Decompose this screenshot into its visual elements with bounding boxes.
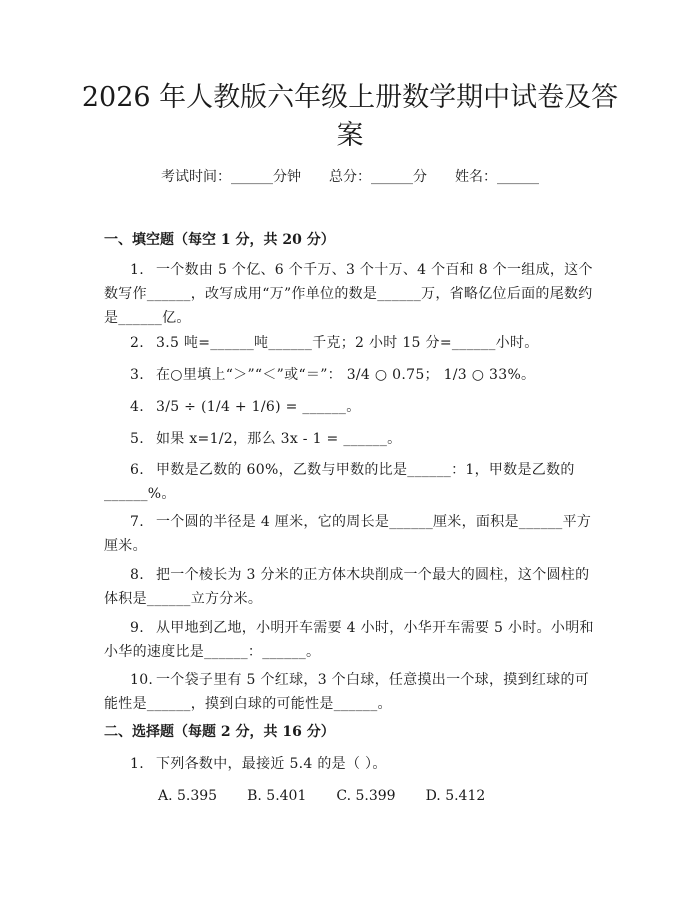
option-b: B. 5.401 [247,788,307,804]
question-number: 1. [130,756,144,772]
page-title-line-1: 2026 年人教版六年级上册数学期中试卷及答 [81,82,619,113]
question-number: 10. [130,672,154,688]
question-number: 8. [130,567,144,583]
question-item [104,363,600,387]
question-number: 4. [130,399,144,415]
question-item [104,395,600,419]
exam-info-row [0,166,700,188]
total-score-field: 总分：______分 [329,169,427,185]
question-item [104,616,600,664]
option-d: D. 5.412 [425,788,486,804]
question-text: 把一个棱长为 3 分米的正方体木块削成一个最大的圆柱，这个圆柱的体积是______立方分米。 [104,567,590,607]
question-number: 3. [130,367,144,383]
question-item [104,752,600,776]
question-text: 甲数是乙数的 60%，乙数与甲数的比是______：1，甲数是乙数的______%。 [104,462,575,502]
question-item [104,510,600,558]
question-number: 5. [130,431,144,447]
option-c: C. 5.399 [336,788,396,804]
question-item [104,258,600,330]
question-text: 3/5 ÷ (1/4 + 1/6) = ______。 [156,399,361,415]
question-text: 如果 x=1/2，那么 3x - 1 = ______。 [156,431,402,447]
question-text: 一个袋子里有 5 个红球，3 个白球，任意摸出一个球，摸到红球的可能性是______，摸到白球的可能性是______。 [104,672,590,712]
student-name-field: 姓名：______ [455,169,539,185]
question-number: 1. [130,262,144,278]
question-item [104,563,600,611]
question-number: 6. [130,462,144,478]
section-heading-multiple-choice: 二、选择题（每题 2 分，共 16 分） [104,724,335,740]
question-number: 7. [130,514,144,530]
question-text: 在○里填上“＞”“＜”或“＝”： 3/4 ○ 0.75； 1/3 ○ 33%。 [156,367,536,383]
question-number: 9. [130,620,144,636]
question-text: 一个圆的半径是 4 厘米，它的周长是______厘米，面积是______平方厘米。 [104,514,592,554]
exam-time-field: 考试时间：______分钟 [161,169,301,185]
question-text: 下列各数中，最接近 5.4 的是（ ）。 [156,756,387,772]
page-title-line-2: 案 [336,120,364,151]
question-item [104,331,600,355]
question-text: 一个数由 5 个亿、6 个千万、3 个十万、4 个百和 8 个一组成，这个数写作______，改写成用“万”作单位的数是______万，省略亿位后面的尾数约是______亿。 [104,262,593,326]
question-item [104,458,600,506]
section-heading-fill-blank: 一、填空题（每空 1 分，共 20 分） [104,232,335,248]
option-a: A. 5.395 [158,788,218,804]
question-number: 2. [130,335,144,351]
question-text: 从甲地到乙地，小明开车需要 4 小时，小华开车需要 5 小时。小明和小华的速度比是______：______。 [104,620,594,660]
question-text: 3.5 吨=______吨______千克；2 小时 15 分=______小时。 [156,335,539,351]
question-item [104,668,600,716]
answer-options [158,785,485,807]
question-item [104,427,600,451]
